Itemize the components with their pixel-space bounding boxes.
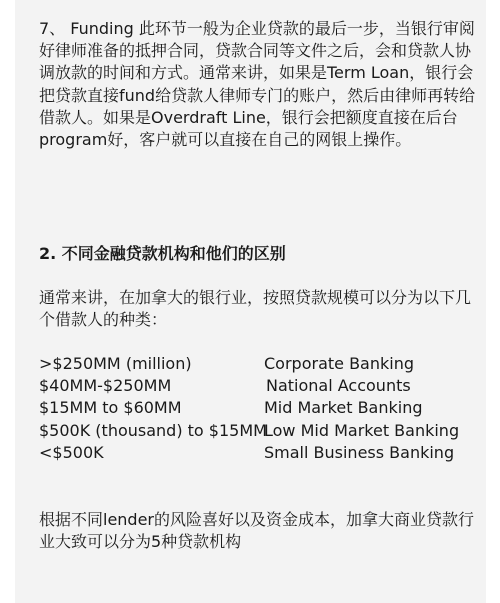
tier-range: <$500K (39, 442, 104, 462)
borrower-tier-list (39, 353, 479, 464)
tier-row (39, 353, 479, 375)
tier-row (39, 375, 479, 397)
tier-range: $40MM-$250MM (39, 376, 172, 396)
tier-range: $15MM to $60MM (39, 398, 182, 418)
tier-name: Mid Market Banking (264, 398, 423, 418)
funding-paragraph: 7、 Funding 此环节一般为企业贷款的最后一步，当银行审阅好律师准备的抵押合同，贷款合同等文件之后，会和贷款人协调放款的时间和方式。通常来讲，如果是Term Loan，银行会把贷款直接fund给贷款人律师专门的账户，然后由律师再转给借款人。如果是Overdraft Line，银行会把额度直接在后台program好，客户就可以直接在自己的网银上操作。 (39, 19, 476, 150)
tier-name: National Accounts (266, 376, 411, 396)
tier-row (39, 442, 479, 464)
tier-row (39, 397, 479, 419)
tier-row (39, 420, 479, 442)
lenders-paragraph: 根据不同lender的风险喜好以及资金成本，加拿大商业贷款行业大致可以分为5种贷款机构 (39, 510, 475, 552)
section-heading: 2. 不同金融贷款机构和他们的区别 (39, 244, 286, 263)
tier-name: Low Mid Market Banking (264, 420, 460, 440)
intro-paragraph: 通常来讲，在加拿大的银行业，按照贷款规模可以分为以下几个借款人的种类： (39, 288, 472, 330)
document-page (15, 0, 486, 603)
tier-name: Corporate Banking (264, 354, 414, 373)
tier-range: $500K (thousand) to $15MM (39, 420, 267, 440)
tier-range: >$250MM (million) (39, 354, 192, 373)
tier-name: Small Business Banking (264, 442, 455, 462)
